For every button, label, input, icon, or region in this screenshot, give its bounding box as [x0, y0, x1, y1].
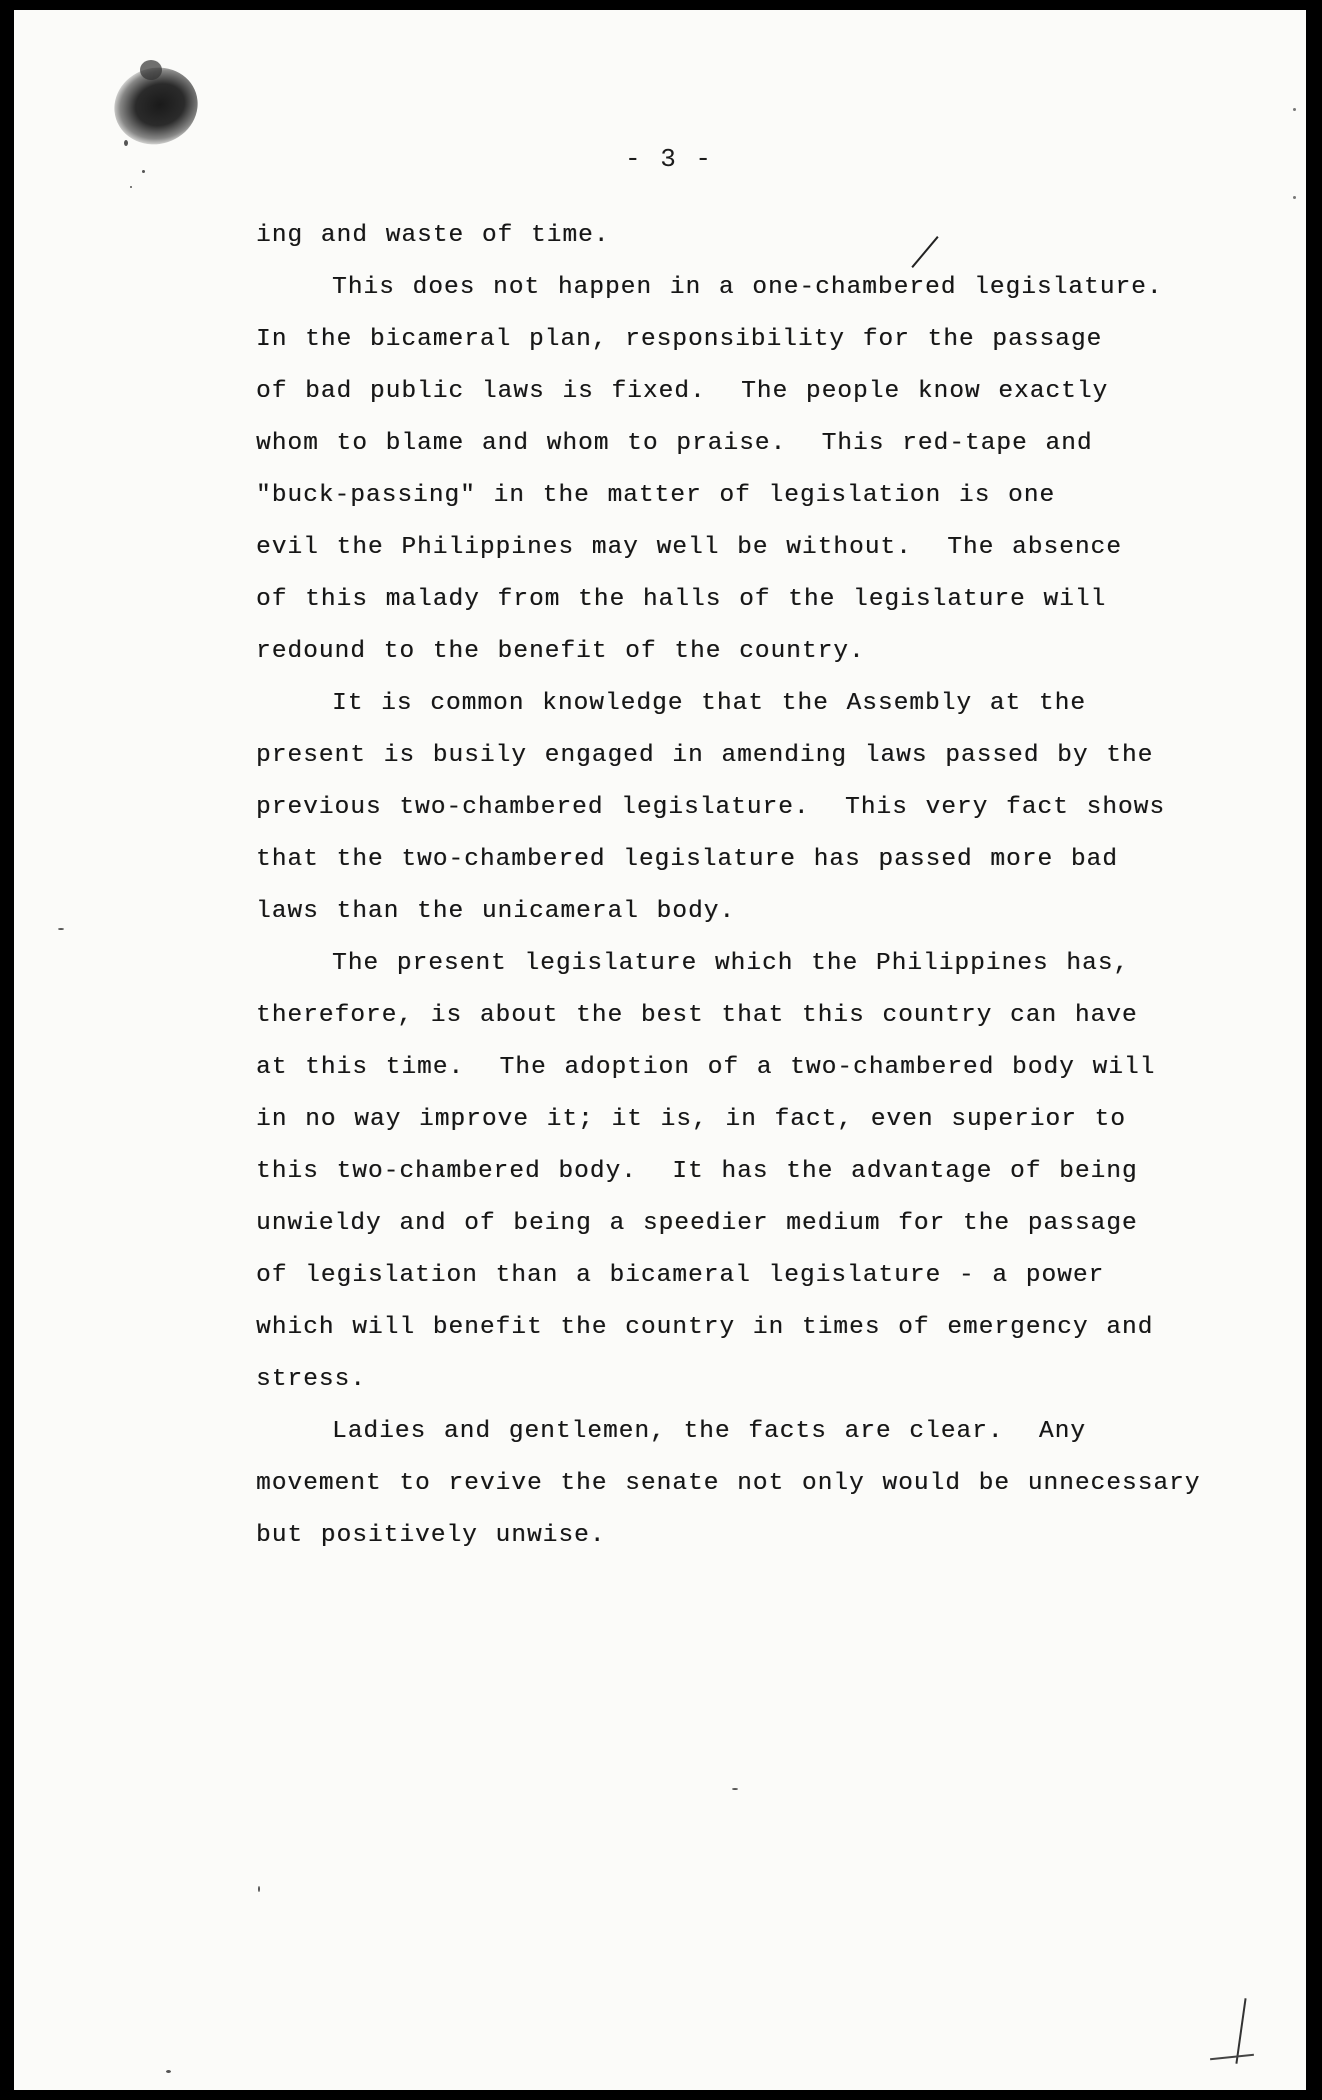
text-line: previous two-chambered legislature. This very fact shows [256, 794, 1166, 821]
text-line: this two-chambered body. It has the advantage of being [256, 1158, 1138, 1185]
text-line: It is common knowledge that the Assembly at the [332, 690, 1087, 717]
edge-speck [1293, 196, 1296, 199]
text-line: "buck-passing" in the matter of legislation is one [256, 482, 1056, 509]
text-line: whom to blame and whom to praise. This red-tape and [256, 430, 1093, 457]
text-line: laws than the unicameral body. [256, 898, 736, 925]
text-line: This does not happen in a one-chambered legislature. [332, 274, 1163, 301]
text-line: stress. [256, 1366, 366, 1393]
text-line: redound to the benefit of the country. [256, 638, 865, 665]
text-line: of bad public laws is fixed. The people know exactly [256, 378, 1109, 405]
text-line: present is busily engaged in amending laws passed by the [256, 742, 1154, 769]
text-line: evil the Philippines may well be without. The absence [256, 534, 1122, 561]
edge-speck [1293, 108, 1296, 111]
ink-speck [142, 170, 145, 173]
ink-speck [130, 186, 132, 188]
ink-speck [166, 2070, 171, 2073]
ink-speck [58, 928, 64, 930]
text-line: The present legislature which the Philippines has, [332, 950, 1130, 977]
page-number: - 3 - [624, 144, 713, 174]
text-line: ing and waste of time. [256, 222, 610, 249]
text-line: In the bicameral plan, responsibility for the passage [256, 326, 1103, 353]
text-line: in no way improve it; it is, in fact, even superior to [256, 1106, 1126, 1133]
text-line: Ladies and gentlemen, the facts are clear. Any [332, 1418, 1087, 1445]
text-line: that the two-chambered legislature has passed more bad [256, 846, 1118, 873]
text-line: therefore, is about the best that this country can have [256, 1002, 1138, 1029]
text-line: at this time. The adoption of a two-chambered body will [256, 1054, 1156, 1081]
ink-speck [732, 1788, 738, 1790]
corner-pen-stroke [1210, 2054, 1254, 2061]
text-line: which will benefit the country in times of emergency and [256, 1314, 1154, 1341]
ink-drip [140, 60, 162, 80]
text-line: but positively unwise. [256, 1522, 606, 1549]
text-line: of this malady from the halls of the legislature will [256, 586, 1107, 613]
ink-speck [124, 140, 128, 146]
text-line: unwieldy and of being a speedier medium for the passage [256, 1210, 1138, 1237]
typewritten-body [256, 210, 1246, 1562]
text-line: movement to revive the senate not only would be unnecessary [256, 1470, 1201, 1497]
ink-speck [258, 1886, 260, 1892]
document-page [14, 10, 1306, 2090]
text-line: of legislation than a bicameral legislature - a power [256, 1262, 1105, 1289]
